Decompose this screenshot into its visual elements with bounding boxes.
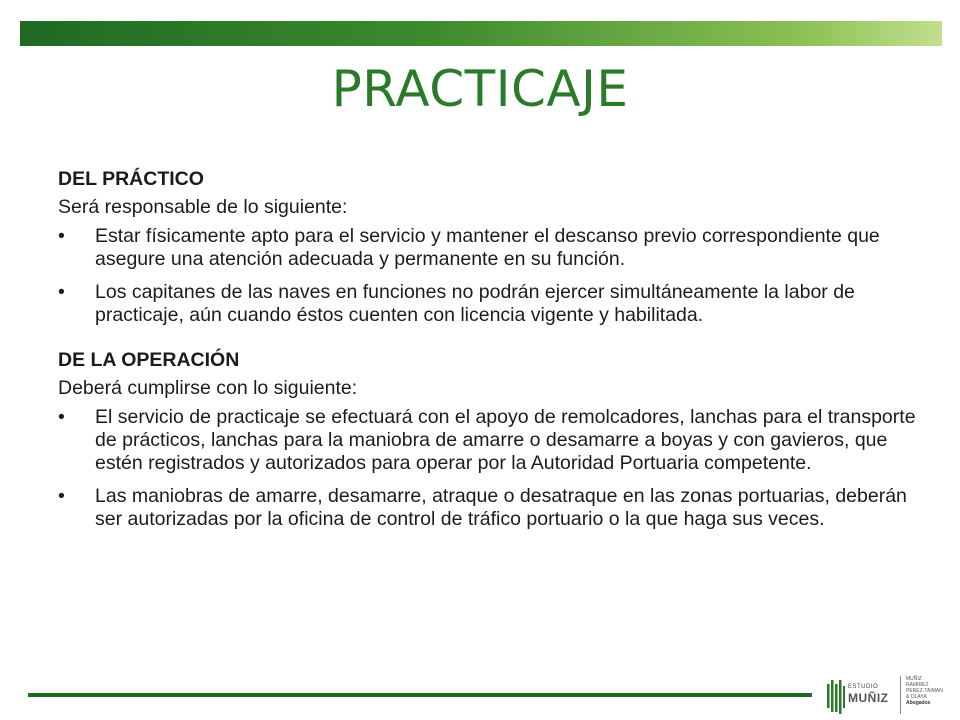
list-item-text: Los capitanes de las naves en funciones no podrán ejercer simultáneamente la labor de practicaje, aún cuando éstos cuenten con licencia vigente y habilitada. bbox=[95, 281, 855, 326]
logo-partner-names bbox=[906, 676, 954, 706]
top-gradient-bar bbox=[20, 21, 942, 46]
bullet-icon: • bbox=[58, 406, 65, 428]
list-item bbox=[58, 406, 918, 475]
logo-suffix: Abogados bbox=[906, 700, 931, 706]
section-del-practico bbox=[58, 168, 918, 327]
section-heading: DE LA OPERACIÓN bbox=[58, 349, 240, 371]
list-item-text: El servicio de practicaje se efectuará con el apoyo de remolcadores, lanchas para el transporte de prácticos, lanchas para la maniobra de amarre o desamarre a boyas y con gavieros, que estén registrados y autorizados para operar por la Autoridad Portuaria competente. bbox=[95, 406, 916, 474]
bullet-list bbox=[58, 406, 918, 531]
logo-partner-name: PEREZ-TAIMAN bbox=[906, 688, 943, 694]
section-heading: DEL PRÁCTICO bbox=[58, 168, 204, 190]
list-item bbox=[58, 225, 918, 271]
section-intro: Será responsable de lo siguiente: bbox=[58, 196, 348, 218]
slide-content bbox=[58, 168, 918, 541]
bullet-list bbox=[58, 225, 918, 327]
logo-partner-name: MUÑIZ bbox=[906, 676, 922, 682]
logo-line2: MUÑIZ bbox=[848, 691, 889, 705]
logo-partner-name: & OLAYA bbox=[906, 694, 927, 700]
slide-title: PRACTICAJE bbox=[331, 60, 629, 118]
logo-partner-name: RAMIREZ bbox=[906, 682, 929, 688]
list-item-text: Estar físicamente apto para el servicio y mantener el descanso previo correspondiente que asegure una atención adecuada y permanente en su función. bbox=[95, 225, 880, 270]
list-item bbox=[58, 485, 918, 531]
list-item bbox=[58, 281, 918, 327]
section-de-la-operacion bbox=[58, 349, 918, 531]
bullet-icon: • bbox=[58, 281, 65, 303]
bottom-divider-line bbox=[28, 693, 812, 697]
list-item-text: Las maniobras de amarre, desamarre, atraque o desatraque en las zonas portuarias, deberán ser autorizadas por la oficina de control de tráfico portuario o la que haga sus veces. bbox=[95, 485, 907, 530]
section-intro: Deberá cumplirse con lo siguiente: bbox=[58, 377, 358, 399]
bullet-icon: • bbox=[58, 225, 65, 247]
firm-logo bbox=[820, 668, 950, 716]
logo-divider bbox=[900, 676, 901, 714]
logo-mark-icon bbox=[826, 680, 846, 714]
bullet-icon: • bbox=[58, 485, 65, 507]
logo-line1: ESTUDIO bbox=[848, 684, 879, 690]
